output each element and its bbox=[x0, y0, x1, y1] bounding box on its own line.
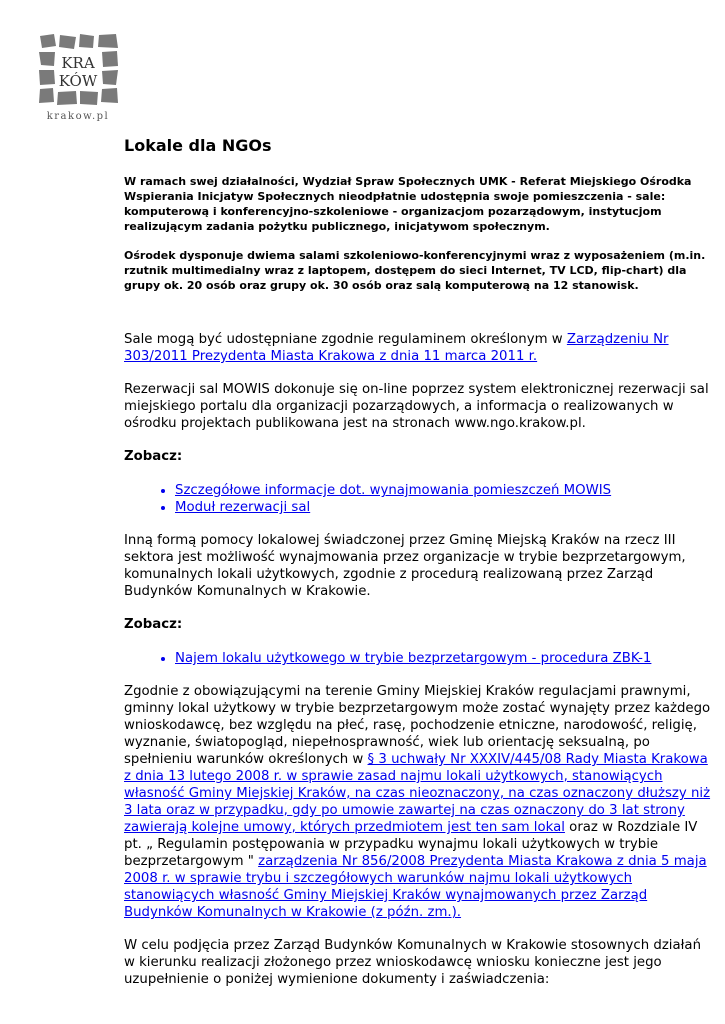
legal-text-2: oraz w Rozdziale IV pt. „ Regulamin postępowania w przypadku wynajmu lokali użytkowych w trybie bezprzetargowym " bbox=[124, 820, 698, 869]
page-title: Lokale dla NGOs bbox=[124, 136, 272, 155]
see-also-heading-1: Zobacz: bbox=[124, 449, 183, 464]
documents-paragraph: W celu podjęcia przez Zarząd Budynków Komunalnych w Krakowie stosownych działań w kierunku realizacji złożonego przez wnioskodawcę wniosku konieczne jest jego uzupełnienie o poniżej wymienione dokumenty i zaświadczenia: bbox=[124, 938, 701, 987]
regulation-link[interactable]: Zarządzeniu Nr 303/2011 Prezydenta Miasta Krakowa z dnia 11 marca 2011 r. bbox=[124, 332, 669, 364]
resolution-link[interactable]: § 3 uchwały Nr XXXIV/445/08 Rady Miasta Krakowa z dnia 13 lutego 2008 r. w sprawie zasad najmu lokali użytkowych, stanowiących własność Gminy Miejskiej Kraków, na czas nieoznaczony, na czas oznaczony dłuższy niż 3 lata oraz w przypadku, gdy po umowie zawartej na czas oznaczony do 3 lat strony zawierają kolejne umowy, których przedmiotem jest ten sam lokal bbox=[124, 752, 711, 835]
logo-caption: krakow.pl bbox=[46, 111, 110, 122]
see-also-list-1 bbox=[124, 482, 714, 516]
mowis-details-link[interactable]: Szczegółowe informacje dot. wynajmowania pomieszczeń MOWIS bbox=[175, 483, 612, 498]
municipal-premises-paragraph: Inną formą pomocy lokalowej świadczonej przez Gminę Miejską Kraków na rzecz III sektora jest możliwość wynajmowania przez organizacje w trybie bezprzetargowym, komunalnych lokali użytkowych, zgodnie z procedurą realizowaną przez Zarząd Budynków Komunalnych w Krakowie. bbox=[124, 533, 686, 599]
rules-paragraph bbox=[124, 331, 714, 365]
reservation-paragraph: Rezerwacji sal MOWIS dokonuje się on-line poprzez system elektronicznej rezerwacji sal miejskiego portalu dla organizacji pozarządowych, a informacja o realizowanych w ośrodku projektach publikowana jest na stronach www.ngo.krakow.pl. bbox=[124, 382, 709, 431]
intro-paragraph-1: W ramach swej działalności, Wydział Spraw Społecznych UMK - Referat Miejskiego Ośrodka Wspierania Inicjatyw Społecznych nieodpłatnie udostępnia swoje pomieszczenia - sale: komputerową i konferencyjno-szkoleniowe - organizacjom pozarządowym, instytucjom realizującym zadania pożytku publicznego, inicjatywom społecznym. bbox=[124, 175, 692, 233]
legal-paragraph bbox=[124, 683, 714, 921]
room-reservation-link[interactable]: Moduł rezerwacji sal bbox=[175, 500, 311, 515]
list-item bbox=[175, 650, 714, 667]
list-item bbox=[175, 499, 714, 516]
see-also-list-2 bbox=[124, 650, 714, 667]
logo-mark-top: KRA bbox=[61, 54, 95, 72]
legal-text-1: Zgodnie z obowiązującymi na terenie Gminy Miejskiej Kraków regulacjami prawnymi, gminny lokal użytkowy w trybie bezprzetargowym może zostać wynajęty przez każdego wnioskodawcę, bez względu na płeć, rasę, pochodzenie etniczne, narodowość, religię, wyznanie, światopogląd, niepełnosprawność, wiek lub orientację seksualną, po spełnieniu warunków określonych w bbox=[124, 684, 711, 767]
article-content bbox=[124, 136, 714, 1004]
krakow-logo-mark bbox=[36, 30, 126, 126]
zbk-procedure-link[interactable]: Najem lokalu użytkowego w trybie bezprzetargowym - procedura ZBK-1 bbox=[175, 651, 652, 666]
rules-text: Sale mogą być udostępniane zgodnie regulaminem określonym w bbox=[124, 332, 567, 347]
ordinance-link[interactable]: zarządzenia Nr 856/2008 Prezydenta Miasta Krakowa z dnia 5 maja 2008 r. w sprawie trybu i szczegółowych warunków najmu lokali użytkowych stanowiących własność Gminy Miejskiej Kraków wynajmowanych przez Zarząd Budynków Komunalnych w Krakowie (z późn. zm.). bbox=[124, 854, 707, 920]
see-also-heading-2: Zobacz: bbox=[124, 617, 183, 632]
krakow-logo bbox=[36, 30, 126, 126]
intro-paragraph-2: Ośrodek dysponuje dwiema salami szkoleniowo-konferencyjnymi wraz z wyposażeniem (m.in. rzutnik multimedialny wraz z laptopem, dostępem do sieci Internet, TV LCD, flip-chart) dla grupy ok. 20 osób oraz grupy ok. 30 osób oraz salą komputerową na 12 stanowisk. bbox=[124, 249, 706, 292]
list-item bbox=[175, 482, 714, 499]
logo-mark-bottom: KÓW bbox=[58, 72, 98, 90]
